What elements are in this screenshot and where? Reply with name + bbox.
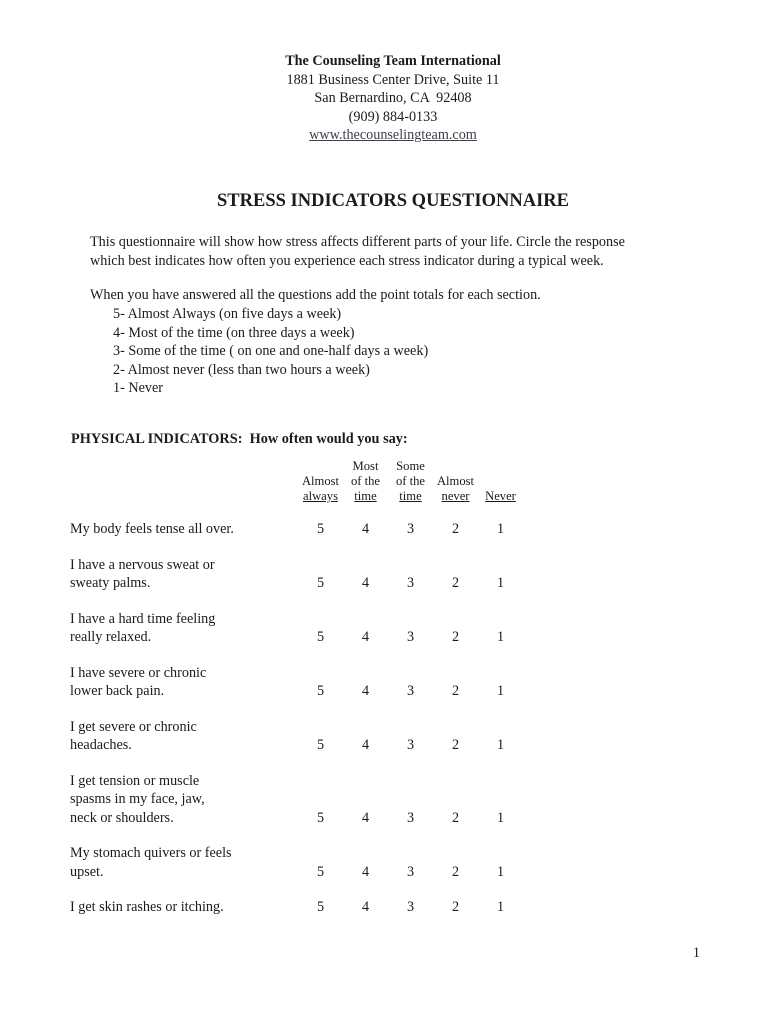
question-cell [70,827,298,881]
scale-column-header [298,459,343,504]
instructions-intro: When you have answered all the questions add the point totals for each section. [90,287,541,303]
scale-legend-item: 4- Most of the time (on three days a week) [113,324,355,341]
rating-option[interactable]: 3 [406,683,415,699]
scale-column-label-line: Almost [436,474,475,488]
scale-legend [113,305,710,398]
rating-option[interactable]: 3 [406,521,415,537]
question-cell [70,593,298,647]
rating-option[interactable]: 1 [496,899,505,915]
rating-option[interactable]: 1 [496,575,505,591]
scale-column-header [433,459,478,504]
scale-column-label-line [478,459,523,474]
rating-option[interactable]: 4 [361,575,370,591]
question-text: I get severe or chronic [70,718,197,735]
rating-option[interactable]: 1 [496,629,505,645]
rating-option[interactable]: 4 [361,629,370,645]
phone-number: (909) 884-0133 [348,108,438,125]
rating-option[interactable]: 5 [316,629,325,645]
questions-body [70,504,523,917]
table-row [70,647,523,701]
org-name: The Counseling Team International [285,53,501,69]
rating-option[interactable]: 4 [361,737,370,753]
scale-column-label-line: Never [485,489,516,503]
scale-column-label-line: time [354,489,377,503]
table-row [70,701,523,755]
rating-option[interactable]: 2 [451,863,460,880]
question-text: lower back pain. [70,683,165,699]
table-row [70,593,523,647]
website-line [16,126,770,145]
page-number: 1 [692,945,700,961]
rating-option[interactable]: 1 [496,683,505,699]
scale-column-header [478,459,523,504]
question-text: headaches. [70,737,132,753]
scale-column-label-line: never [441,489,470,503]
rating-option[interactable]: 3 [406,809,415,826]
question-text: My body feels tense all over. [70,521,234,537]
scale-column-label-line: always [303,489,338,503]
letterhead [16,52,770,145]
scale-column-label-line: of the [350,474,381,488]
rating-option[interactable]: 5 [316,863,325,880]
rating-option[interactable]: 3 [406,575,415,591]
rating-option[interactable]: 2 [451,683,460,699]
table-row [70,881,523,917]
scale-legend-item: 5- Almost Always (on five days a week) [113,306,342,322]
indicators-table [70,459,523,917]
question-text: upset. [70,863,104,880]
rating-option[interactable]: 5 [316,899,325,915]
scale-column-label-line: Almost [301,474,340,488]
scale-header [70,459,523,504]
scale-column-header [343,459,388,504]
scale-legend-item: 2- Almost never (less than two hours a week) [113,361,370,378]
rating-option[interactable]: 4 [361,683,370,699]
question-text: I get skin rashes or itching. [70,899,224,915]
question-cell [70,755,298,828]
scale-column-label-line [478,474,523,489]
rating-option[interactable]: 3 [406,863,415,880]
rating-option[interactable]: 2 [451,521,460,537]
rating-option[interactable]: 3 [406,899,415,915]
rating-option[interactable]: 2 [451,899,460,915]
rating-option[interactable]: 5 [316,737,325,753]
question-text: really relaxed. [70,629,152,645]
question-cell [70,881,298,917]
scale-column-label-line: time [399,489,422,503]
question-text: My stomach quivers or feels [70,845,232,861]
rating-option[interactable]: 2 [451,809,460,826]
scale-legend-item: 3- Some of the time ( on one and one-half days a week) [113,343,429,359]
website-link[interactable]: www.thecounselingteam.com [309,127,477,143]
intro-paragraph [90,233,710,270]
address-line-1: 1881 Business Center Drive, Suite 11 [286,71,500,88]
table-row [70,539,523,593]
rating-option[interactable]: 3 [406,629,415,645]
intro-line: which best indicates how often you experience each stress indicator during a typical week. [90,252,604,269]
question-cell [70,504,298,539]
rating-option[interactable]: 2 [451,575,460,591]
rating-option[interactable]: 4 [361,521,370,537]
table-row [70,755,523,828]
scale-column-header [388,459,433,504]
scale-legend-item: 1- Never [113,380,164,396]
rating-option[interactable]: 5 [316,809,325,826]
rating-option[interactable]: 1 [496,863,505,880]
rating-option[interactable]: 3 [406,737,415,753]
question-cell [70,701,298,755]
question-text: I have a hard time feeling [70,610,216,627]
scale-column-label-line: Most [352,459,379,473]
question-column-header [70,459,298,504]
rating-option[interactable]: 2 [451,629,460,645]
table-row [70,504,523,539]
question-cell [70,539,298,593]
address-line-2: San Bernardino, CA 92408 [314,90,472,106]
scale-column-label-line [298,459,343,474]
rating-option[interactable]: 5 [316,521,325,537]
section-heading: PHYSICAL INDICATORS: How often would you say: [71,431,408,447]
table-row [70,827,523,881]
rating-option[interactable]: 4 [361,863,370,880]
question-text: spasms in my face, jaw, [70,791,205,807]
rating-option[interactable]: 1 [496,809,505,826]
question-text: I have a nervous sweat or [70,556,215,573]
scale-header-row [70,459,523,504]
question-text: I have severe or chronic [70,664,207,681]
question-text: neck or shoulders. [70,809,174,826]
rating-option[interactable]: 4 [361,809,370,826]
rating-option[interactable]: 2 [451,737,460,753]
intro-line: This questionnaire will show how stress affects different parts of your life. Circle the response [90,234,625,250]
scale-column-label-line: Some [396,459,425,473]
page-title: STRESS INDICATORS QUESTIONNAIRE [217,191,569,211]
question-text: sweaty palms. [70,575,151,591]
question-text: I get tension or muscle [70,772,200,789]
question-cell [70,647,298,701]
rating-option[interactable]: 4 [361,899,370,915]
rating-option[interactable]: 5 [316,683,325,699]
rating-option[interactable]: 1 [496,521,505,537]
rating-option[interactable]: 1 [496,737,505,753]
rating-option[interactable]: 5 [316,575,325,591]
scale-column-label-line: of the [395,474,426,488]
scale-column-label-line [433,459,478,474]
